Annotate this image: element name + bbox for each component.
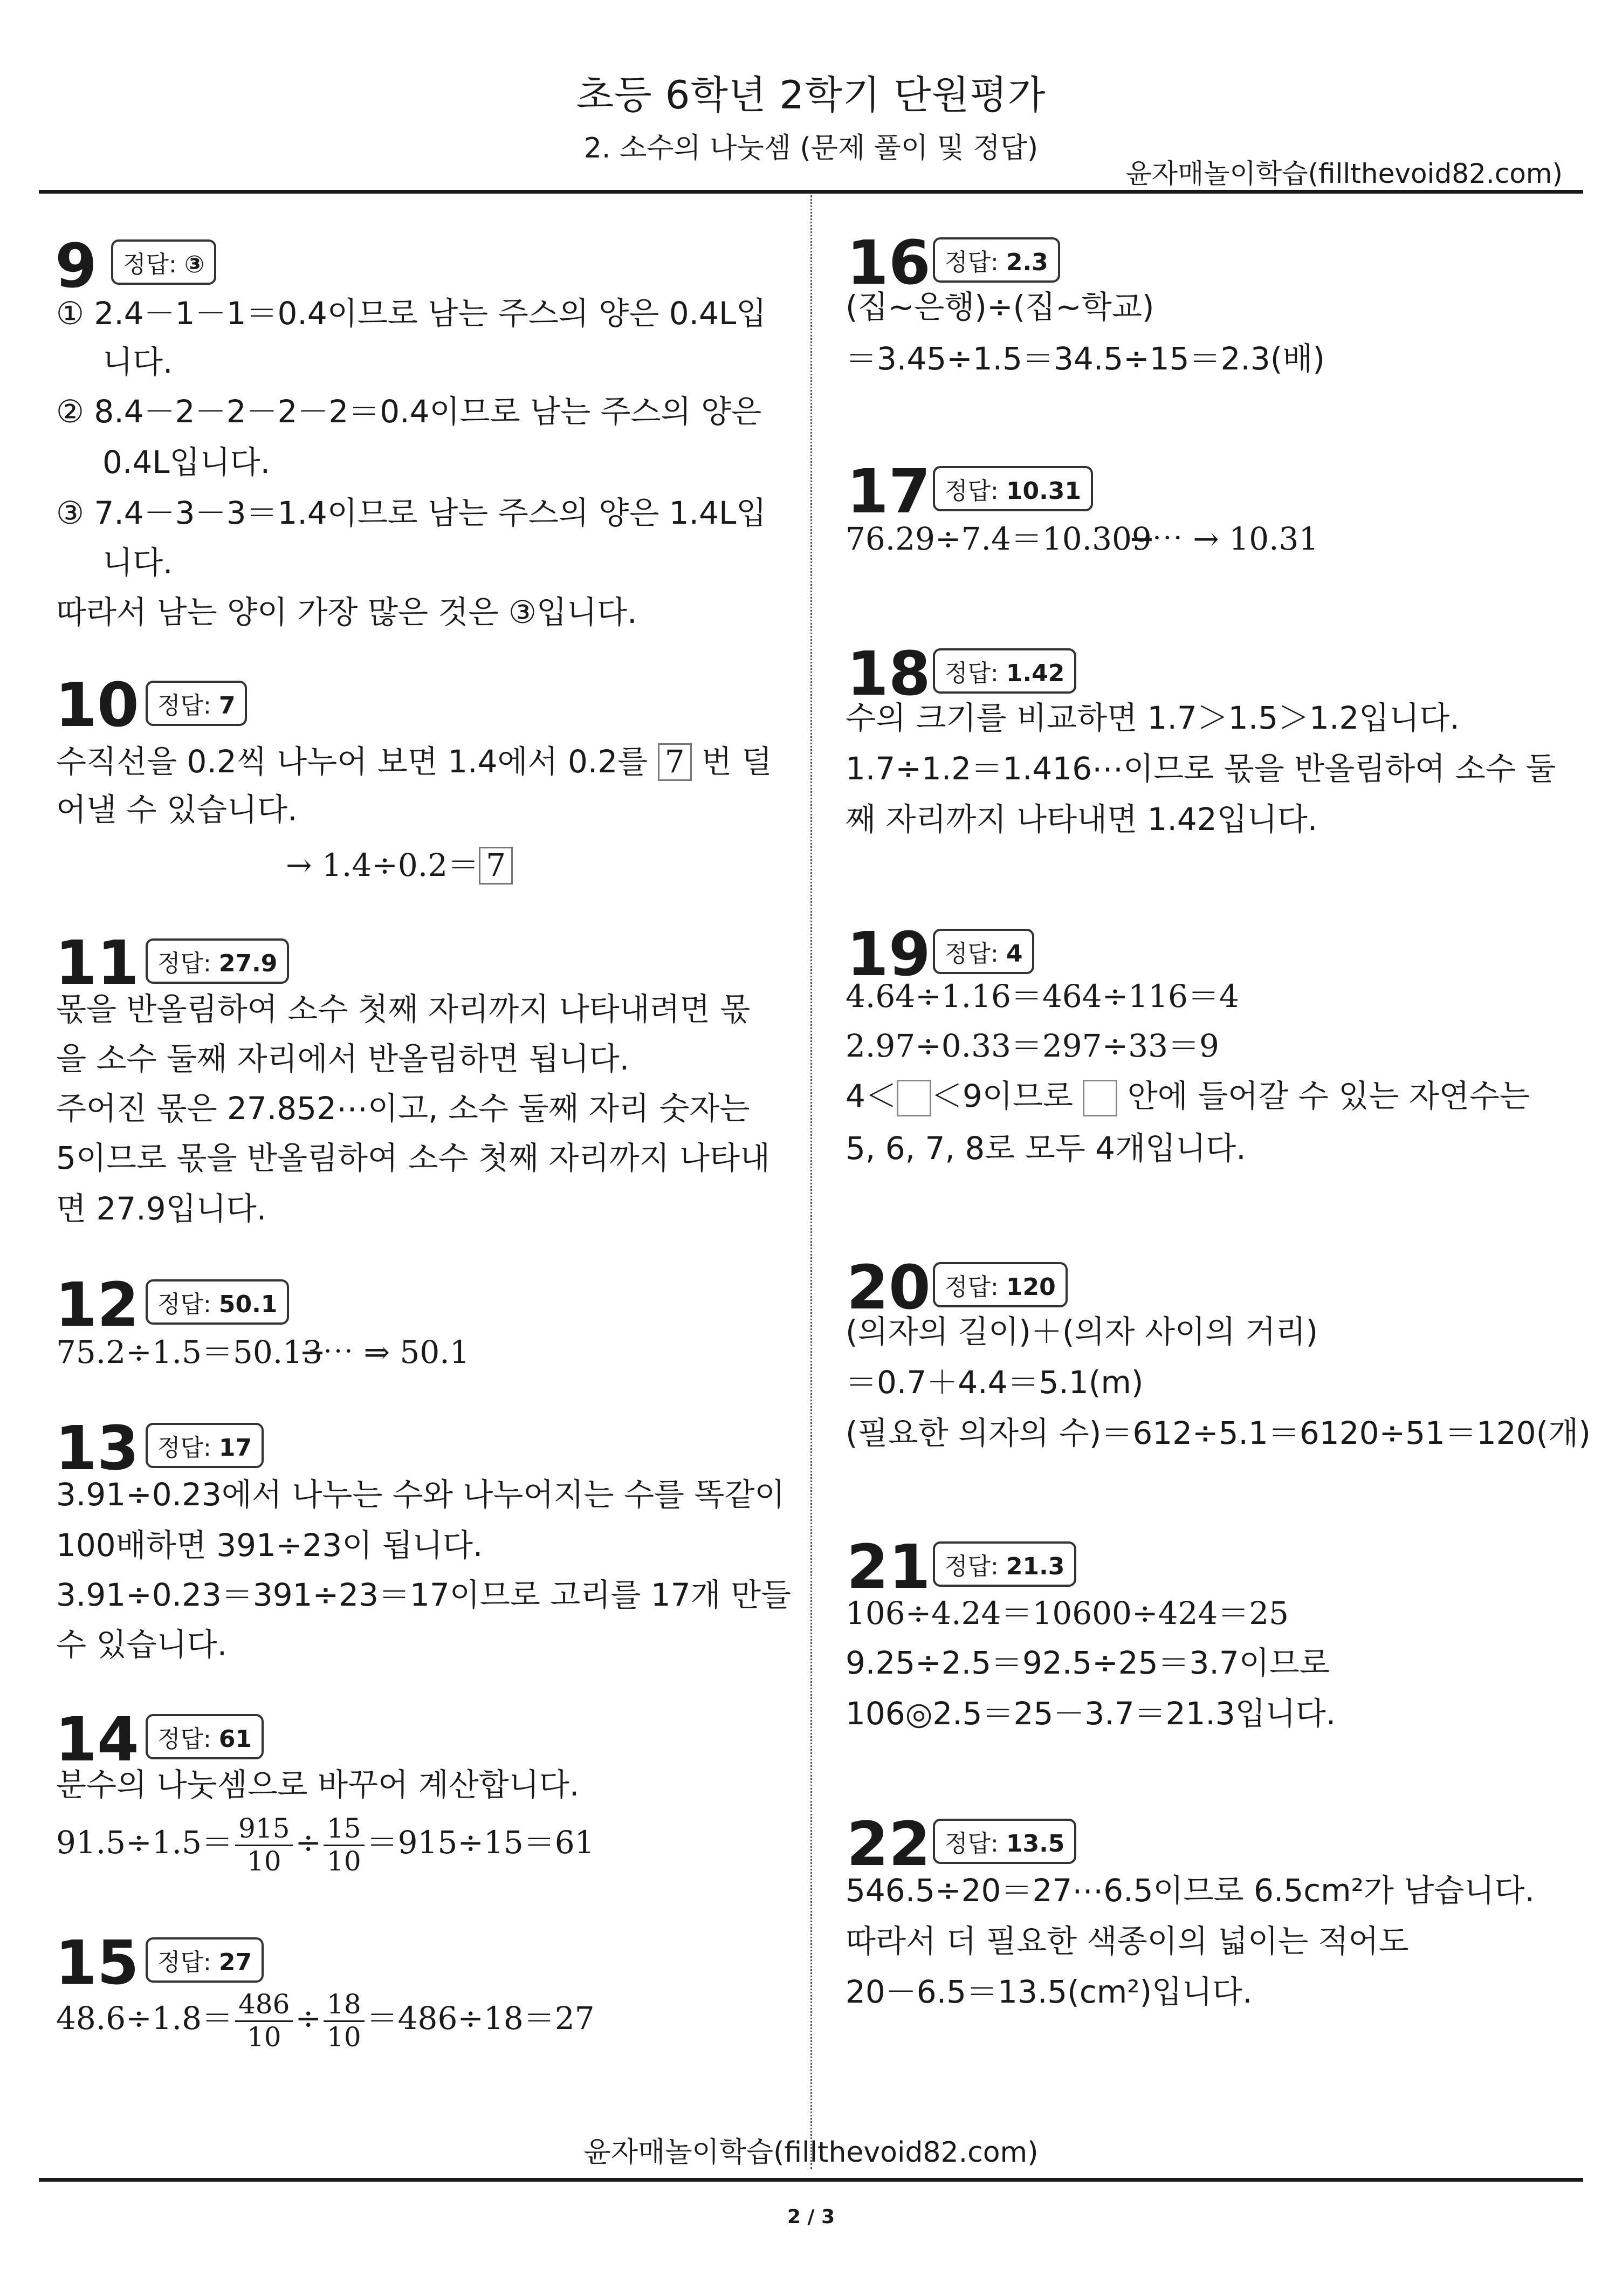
answer-value: 120: [1006, 1273, 1056, 1301]
solution-line: 3.91÷0.23＝391÷23＝17이므로 고리를 17개 만들: [56, 1577, 792, 1613]
question-number: 21: [847, 1532, 931, 1602]
answer-badge: [146, 1714, 264, 1759]
solution-line: 수의 크기를 비교하면 1.7＞1.5＞1.2입니다.: [846, 700, 1460, 736]
solution-text: 48.6÷1.8＝: [56, 2000, 233, 2037]
page-title: 초등 6학년 2학기 단원평가: [576, 72, 1046, 118]
answer-badge: [146, 1279, 289, 1325]
answer-badge: [933, 237, 1060, 283]
answer-label: 정답:: [945, 477, 999, 505]
solution-line: 5이므로 몫을 반올림하여 소수 첫째 자리까지 나타내: [56, 1140, 771, 1176]
solution-line: [56, 743, 772, 781]
question-number: 11: [55, 928, 139, 998]
answer-value: 4: [1006, 940, 1023, 968]
denominator: 10: [246, 2021, 281, 2053]
question-number: 20: [847, 1253, 931, 1323]
page-number: 2 / 3: [787, 2206, 835, 2228]
empty-box: [897, 1080, 931, 1116]
solution-text: 번 덜: [702, 743, 772, 780]
answer-badge: [933, 929, 1034, 974]
solution-text: 76.29÷7.4＝10.30: [846, 520, 1132, 557]
solution-line: 546.5÷20＝27⋯6.5이므로 6.5cm²가 남습니다.: [846, 1872, 1535, 1909]
answer-value: 10.31: [1006, 477, 1082, 505]
solution-text: 안에 들어갈 수 있는 자연수는: [1127, 1078, 1530, 1115]
answer-value: ③: [184, 251, 205, 278]
solution-line: 니다.: [102, 544, 173, 581]
answer-label: 정답:: [945, 660, 999, 687]
brand-header: 윤자매놀이학습(fillthevoid82.com): [1125, 158, 1563, 189]
solution-line: 따라서 더 필요한 색종이의 넓이는 적어도: [846, 1923, 1409, 1959]
solution-line: ＝3.45÷1.5＝34.5÷15＝2.3(배): [846, 340, 1325, 377]
answer-badge: [933, 648, 1076, 694]
question-number: 22: [847, 1810, 931, 1880]
question-number: 10: [55, 670, 139, 741]
solution-line: 2.97÷0.33＝297÷33＝9: [846, 1027, 1219, 1064]
solution-line: 몫을 반올림하여 소수 첫째 자리까지 나타내려면 몫: [56, 991, 751, 1027]
solution-text: ＝915÷15＝61: [366, 1824, 595, 1861]
answer-value: 21.3: [1006, 1553, 1065, 1580]
answer-label: 정답:: [945, 940, 999, 968]
question-number: 19: [847, 920, 931, 990]
answer-label: 정답:: [945, 1553, 999, 1580]
answer-label: 정답:: [157, 1291, 211, 1318]
solution-line: 9.25÷2.5＝92.5÷25＝3.7이므로: [846, 1644, 1330, 1681]
question-number: 13: [55, 1414, 139, 1484]
solution-line: ③ 7.4－3－3＝1.4이므로 남는 주스의 양은 1.4L입: [56, 495, 767, 531]
solution-text: 4＜: [846, 1078, 897, 1115]
answer-badge: [933, 1819, 1076, 1864]
question-number: 14: [55, 1705, 139, 1775]
solution-line: 106÷4.24＝10600÷424＝25: [846, 1595, 1289, 1632]
solution-text: ＜9이므로: [931, 1078, 1073, 1115]
answer-value: 7: [218, 692, 236, 719]
numerator: 18: [324, 1989, 365, 2022]
solution-line: ＝0.7＋4.4＝5.1(m): [846, 1364, 1144, 1401]
solution-line: 니다.: [102, 344, 173, 380]
solution-line: 1.7÷1.2＝1.416⋯이므로 몫을 반올림하여 소수 둘: [846, 750, 1556, 787]
fraction-equation: [56, 1813, 595, 1877]
answer-badge: [146, 1937, 264, 1983]
page-subtitle: 2. 소수의 나눗셈 (문제 풀이 및 정답): [583, 132, 1039, 165]
operator: ÷: [295, 1824, 322, 1861]
answer-box: 7: [479, 847, 513, 885]
answer-value: 27.9: [218, 950, 278, 977]
answer-value: 17: [218, 1434, 252, 1462]
answer-label: 정답:: [157, 1725, 211, 1753]
solution-line: 어낼 수 있습니다.: [56, 791, 298, 828]
answer-value: 50.1: [218, 1291, 278, 1318]
question-number: 12: [55, 1270, 139, 1340]
answer-label: 정답:: [945, 1273, 999, 1301]
denominator: 10: [327, 2021, 361, 2053]
solution-line: 따라서 남는 양이 가장 많은 것은 ③입니다.: [56, 594, 637, 630]
answer-label: 정답:: [157, 1949, 211, 1976]
denominator: 10: [327, 1845, 361, 1877]
solution-text: ⋯ ⇒ 50.1: [322, 1334, 470, 1370]
solution-text: ⋯ → 10.31: [1151, 520, 1319, 557]
solution-line: [286, 847, 513, 885]
answer-value: 61: [218, 1725, 252, 1753]
fraction: [235, 1813, 293, 1877]
solution-line: [846, 1080, 1530, 1116]
solution-line: [846, 520, 1319, 557]
numerator: 915: [235, 1813, 293, 1846]
solution-line: ② 8.4－2－2－2－2＝0.4이므로 남는 주스의 양은: [56, 393, 762, 430]
solution-line: 20－6.5＝13.5(cm²)입니다.: [846, 1973, 1253, 2010]
answer-value: 2.3: [1006, 249, 1048, 276]
solution-line: 분수의 나눗셈으로 바꾸어 계산합니다.: [56, 1766, 580, 1803]
solution-text: ＝486÷18＝27: [366, 2000, 595, 2037]
solution-line: [56, 1334, 470, 1370]
answer-badge: [933, 1262, 1068, 1307]
answer-label: 정답:: [945, 249, 999, 276]
operator: ÷: [295, 2000, 322, 2037]
fraction: [324, 1989, 365, 2053]
solution-line: 째 자리까지 나타내면 1.42입니다.: [846, 801, 1318, 838]
solution-line: 수 있습니다.: [56, 1626, 228, 1663]
answer-badge: [933, 466, 1093, 511]
answer-value: 27: [218, 1949, 252, 1976]
solution-line: 면 27.9입니다.: [56, 1190, 267, 1227]
answer-value: 1.42: [1006, 660, 1065, 687]
header-rule: [39, 190, 1583, 194]
solution-line: 4.64÷1.16＝464÷116＝4: [846, 978, 1239, 1015]
answer-badge: [146, 681, 247, 726]
answer-value: 13.5: [1006, 1830, 1065, 1858]
answer-label: 정답:: [157, 950, 211, 977]
solution-line: 100배하면 391÷23이 됩니다.: [56, 1527, 483, 1564]
question-number: 17: [847, 457, 931, 527]
answer-badge: [933, 1541, 1076, 1587]
denominator: 10: [246, 1845, 281, 1877]
solution-text: 75.2÷1.5＝50.1: [56, 1334, 303, 1370]
column-divider: [810, 195, 812, 2169]
numerator: 15: [324, 1813, 365, 1846]
question-number: 9: [55, 231, 97, 301]
answer-box: 7: [658, 743, 692, 781]
answer-label: 정답:: [945, 1830, 999, 1858]
question-number: 16: [847, 228, 931, 298]
solution-text: → 1.4÷0.2＝: [286, 847, 479, 883]
footer-rule: [39, 2178, 1583, 2182]
solution-line: 3.91÷0.23에서 나누는 수와 나누어지는 수를 똑같이: [56, 1476, 785, 1513]
fraction: [324, 1813, 365, 1877]
solution-line: 을 소수 둘째 자리에서 반올림하면 됩니다.: [56, 1040, 630, 1077]
answer-label: 정답:: [123, 251, 177, 278]
solution-line: (집~은행)÷(집~학교): [846, 289, 1154, 325]
struck-digit: 9: [1131, 520, 1152, 557]
brand-footer: 윤자매놀이학습(fillthevoid82.com): [583, 2136, 1039, 2169]
struck-digit: 3: [303, 1334, 323, 1370]
answer-badge: [146, 1423, 264, 1468]
fraction-equation: [56, 1989, 595, 2053]
solution-line: 주어진 몫은 27.852⋯이고, 소수 둘째 자리 숫자는: [56, 1090, 750, 1127]
solution-text: 수직선을 0.2씩 나누어 보면 1.4에서 0.2를: [56, 743, 648, 780]
answer-badge: [146, 938, 289, 984]
solution-line: 106◎2.5＝25－3.7＝21.3입니다.: [846, 1695, 1336, 1732]
solution-line: 5, 6, 7, 8로 모두 4개입니다.: [846, 1130, 1246, 1167]
answer-badge: [111, 239, 216, 285]
empty-box: [1083, 1080, 1117, 1116]
answer-label: 정답:: [157, 1434, 211, 1462]
solution-line: 0.4L입니다.: [102, 444, 271, 481]
numerator: 486: [235, 1989, 293, 2022]
solution-text: 91.5÷1.5＝: [56, 1824, 233, 1861]
answer-label: 정답:: [157, 692, 211, 719]
fraction: [235, 1989, 293, 2053]
solution-line: (필요한 의자의 수)＝612÷5.1＝6120÷51＝120(개): [846, 1415, 1591, 1451]
question-number: 18: [847, 639, 931, 709]
solution-line: ① 2.4－1－1＝0.4이므로 남는 주스의 양은 0.4L입: [56, 295, 767, 332]
question-number: 15: [55, 1928, 139, 1998]
solution-line: (의자의 길이)＋(의자 사이의 거리): [846, 1313, 1318, 1350]
